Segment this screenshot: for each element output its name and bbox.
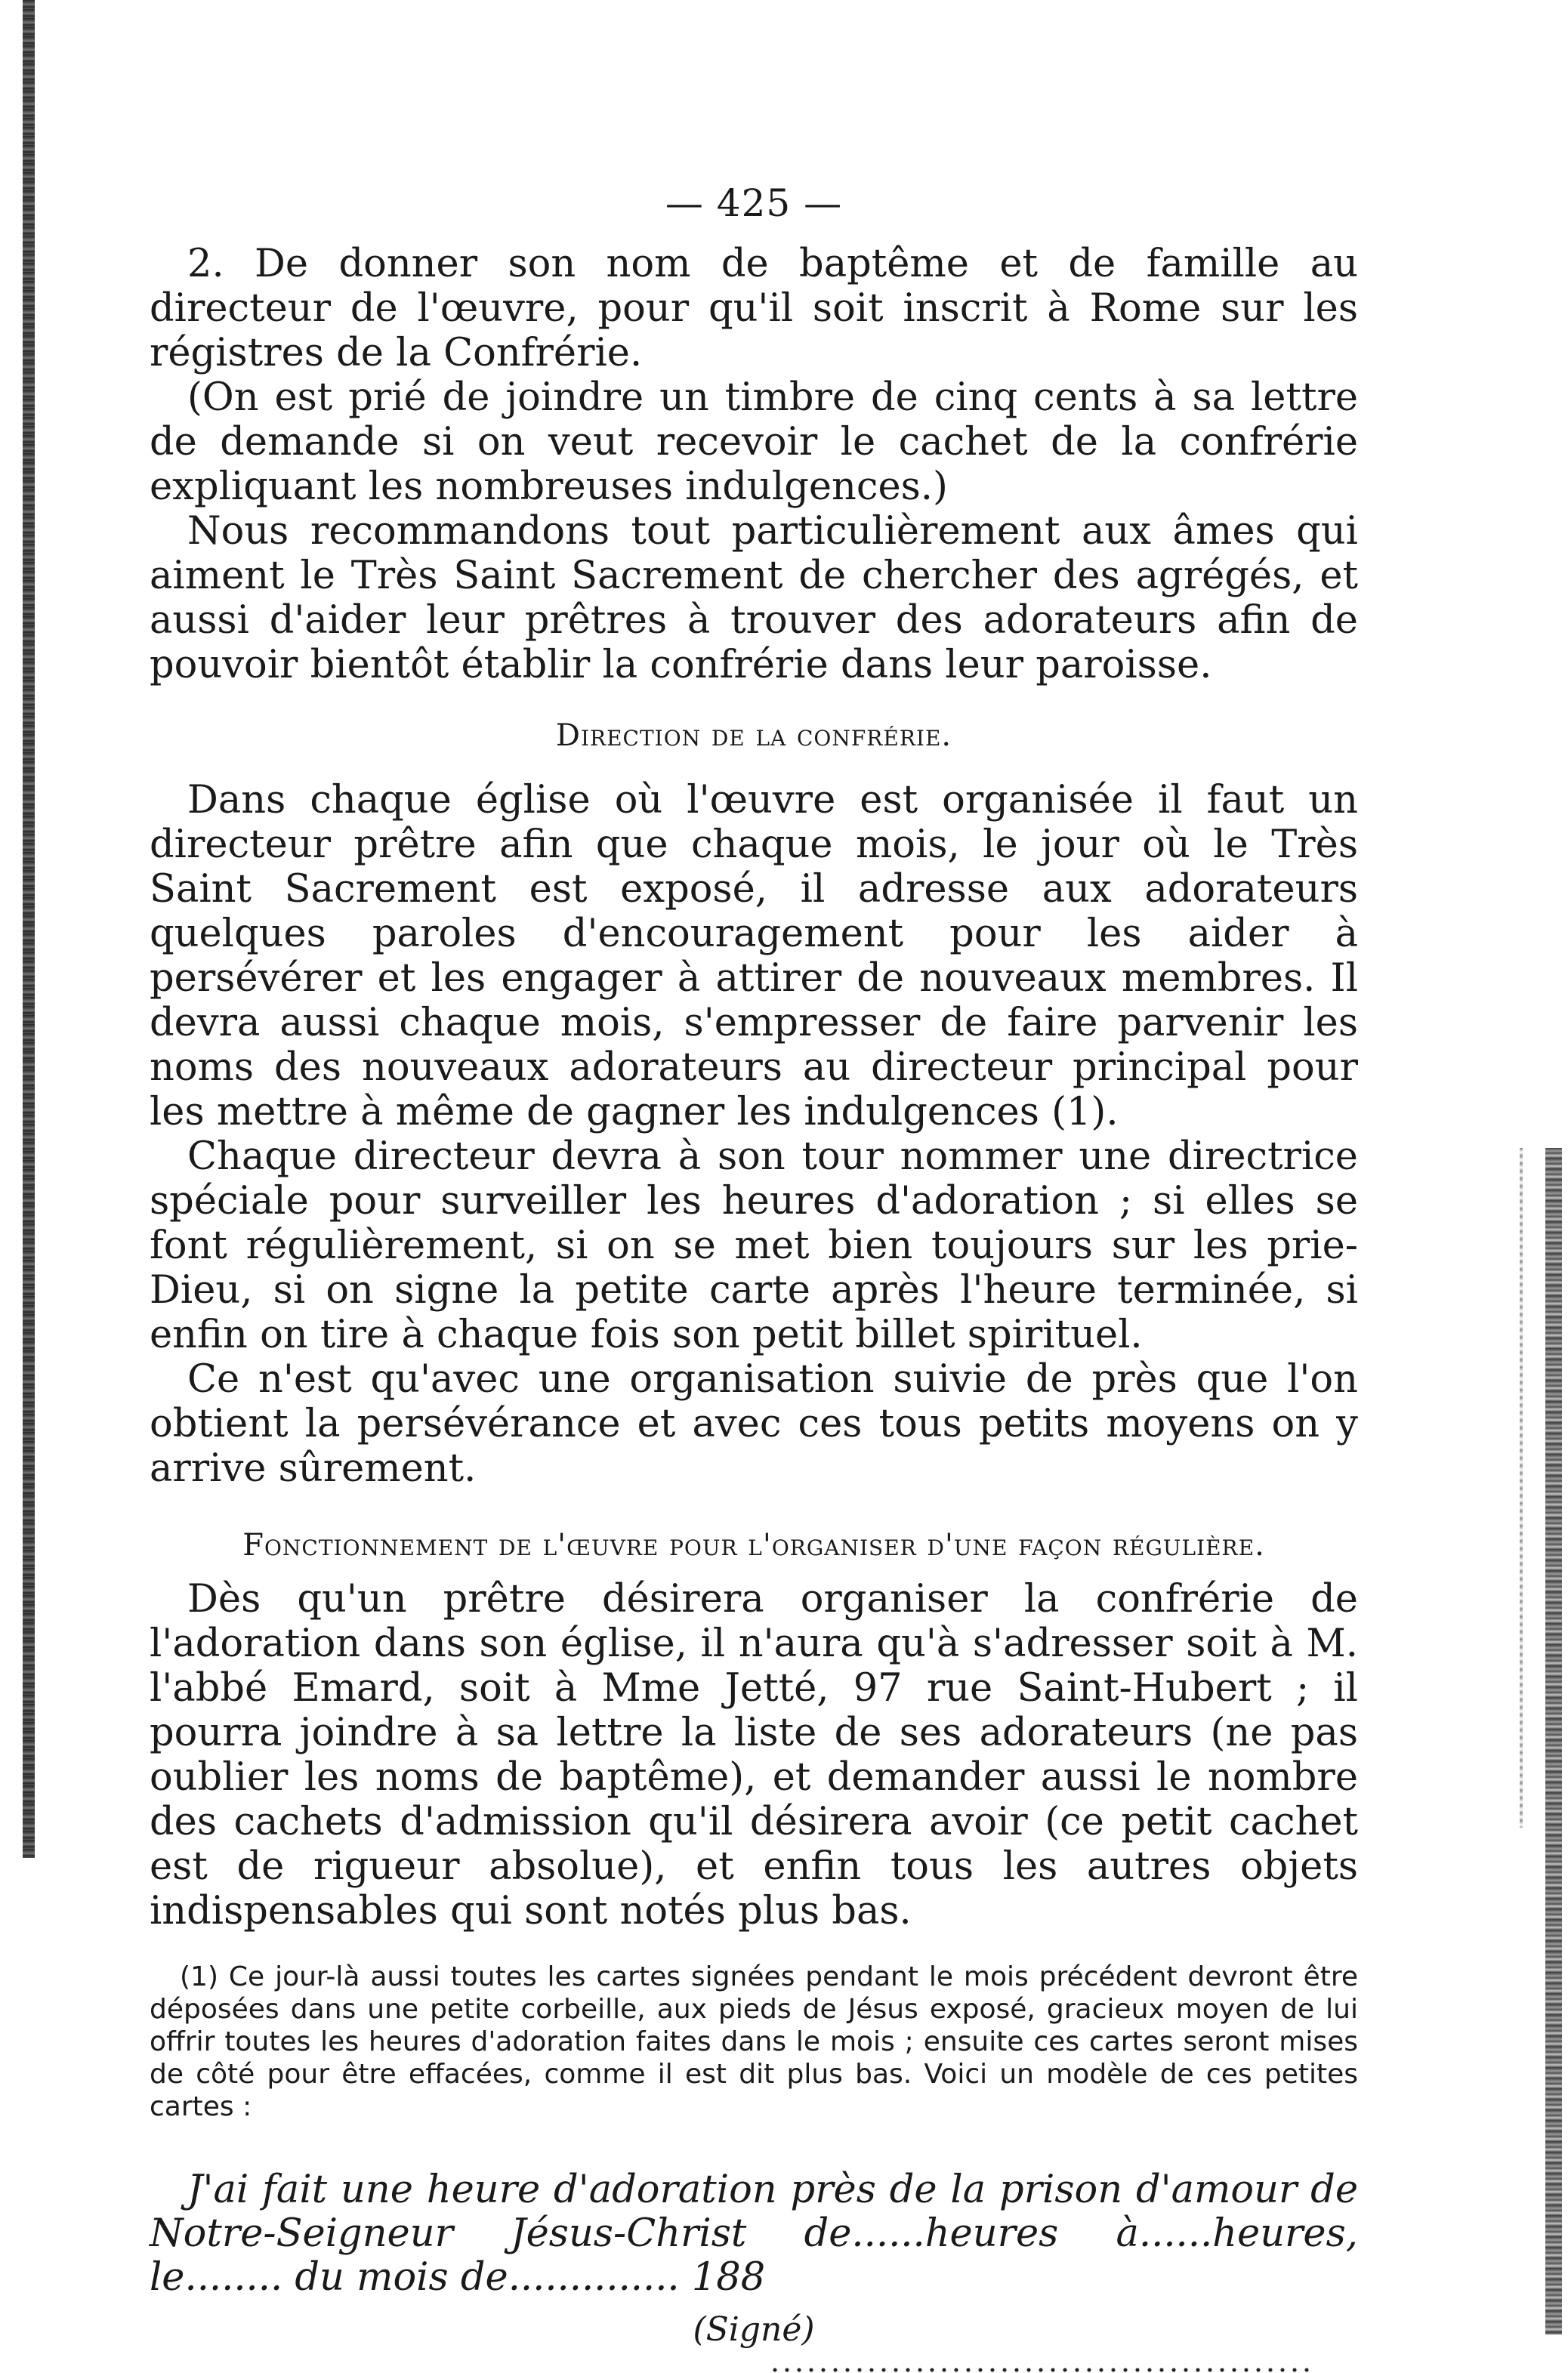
direction-paragraph-3: Ce n'est qu'avec une organisation suivie de près que l'on obtient la persévérance et avec ces tous petits moyens on y arrive sûrement. (150, 1357, 1358, 1491)
page-number: — 425 — (665, 181, 843, 225)
scan-left-edge (23, 0, 35, 1858)
model-card-text: J'ai fait une heure d'adoration près de la prison d'amour de Notre-Seigneur Jésus-Christ de......heures à......heures, le........ du mois de.............. 188 (150, 2168, 1358, 2300)
intro-item-paragraph: 2. De donner son nom de baptême et de famille au directeur de l'œuvre, pour qu'il soit inscrit à Rome sur les régistres de la Confrérie. (150, 242, 1358, 375)
intro-note-paragraph: (On est prié de joindre un timbre de cinq cents à sa lettre de demande si on veut recevoir le cachet de la confrérie expliquant les nombreuses indulgences.) (150, 375, 1358, 509)
dotted-signature-line (769, 2367, 1313, 2373)
section-heading-direction: Direction de la confrérie. (555, 718, 952, 753)
signature-label: (Signé) (693, 2310, 815, 2349)
footnote: (1) Ce jour-là aussi toutes les cartes signées pendant le mois précédent devront être déposées dans une petite corbeille, aux pieds de Jésus exposé, gracieux moyen de lui offrir toutes les heures d'adoration faites dans le mois ; ensuite ces cartes seront mises de côté pour être effacées, comme il est dit plus bas. Voici un modèle de ces petites cartes : (150, 1961, 1358, 2122)
direction-paragraph-2: Chaque directeur devra à son tour nommer une directrice spéciale pour surveiller les heures d'adoration ; si elles se font régulièrement, si on se met bien toujours sur les prie-Dieu, si on signe la petite carte après l'heure terminée, si enfin on tire à chaque fois son petit billet spirituel. (150, 1134, 1358, 1357)
section-heading-fonctionnement: Fonctionnement de l'œuvre pour l'organiser d'une façon régulière. (242, 1528, 1265, 1563)
scan-right-edge (1545, 1148, 1562, 2334)
book-page (150, 181, 1358, 2373)
intro-recommendation-paragraph: Nous recommandons tout particulièrement aux âmes qui aiment le Très Saint Sacrement de chercher des agrégés, et aussi d'aider leur prêtres à trouver des adorateurs afin de pouvoir bientôt établir la confrérie dans leur paroisse. (150, 509, 1358, 687)
direction-paragraph-1: Dans chaque église où l'œuvre est organisée il faut un directeur prêtre afin que chaque mois, le jour où le Très Saint Sacrement est exposé, il adresse aux adorateurs quelques paroles d'encouragement pour les aider à persévérer et les engager à attirer de nouveaux membres. Il devra aussi chaque mois, s'empresser de faire parvenir les noms des nouveaux adorateurs au directeur principal pour les mettre à même de gagner les indulgences (1). (150, 778, 1358, 1134)
fonctionnement-paragraph-1: Dès qu'un prêtre désirera organiser la confrérie de l'adoration dans son église, il n'aura qu'à s'adresser soit à M. l'abbé Emard, soit à Mme Jetté, 97 rue Saint-Hubert ; il pourra joindre à sa lettre la liste de ses adorateurs (ne pas oublier les noms de baptême), et demander aussi le nombre des cachets d'admission qu'il désirera avoir (ce petit cachet est de rigueur absolue), et enfin tous les autres objets indispensables qui sont notés plus bas. (150, 1577, 1358, 1933)
scan-right-edge-line (1520, 1148, 1523, 1828)
